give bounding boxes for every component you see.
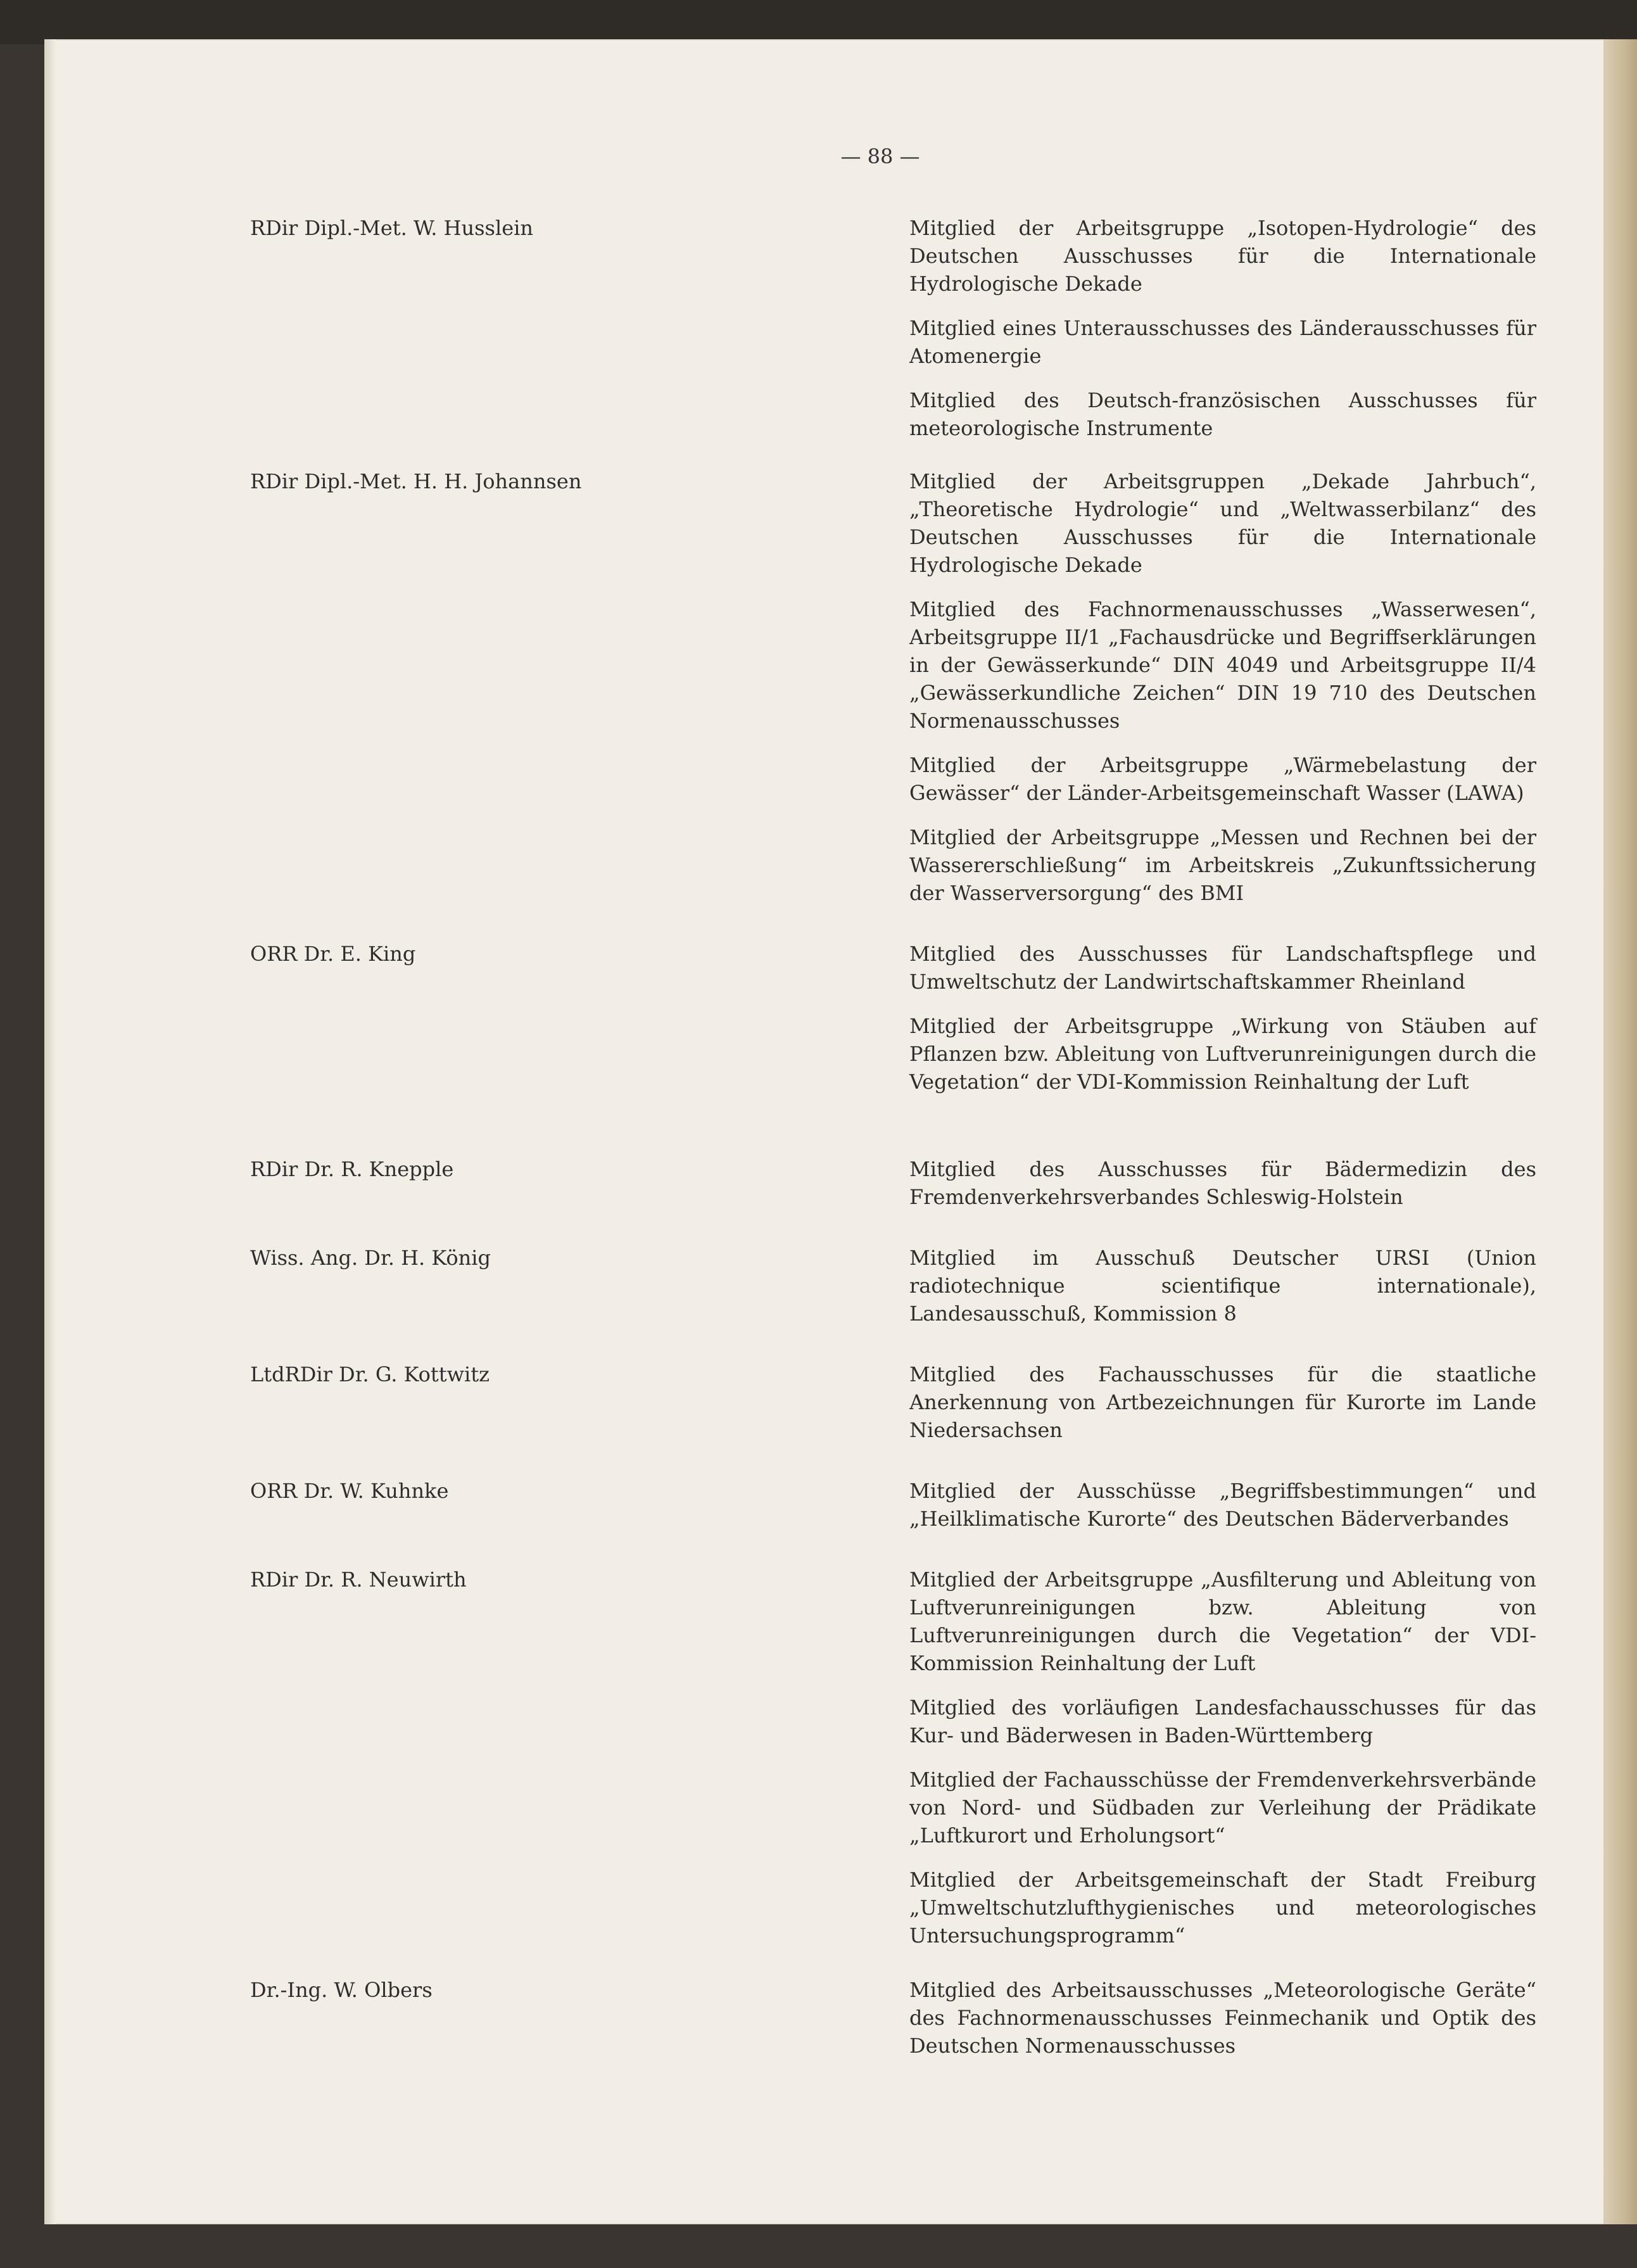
member-name: LtdRDir Dr. G. Kottwitz xyxy=(250,1362,490,1386)
role-text: Mitglied der Arbeitsgruppe „Wirkung von Stäuben auf Pflanzen bzw. Ableitung von Luftverunreinigungen durch die Vegetation“ der VDI-Kommission Reinhaltung der Luft xyxy=(909,1014,1536,1094)
member-roles xyxy=(909,1566,1536,1966)
member-name: RDir Dipl.-Met. H. H. Johannsen xyxy=(250,469,582,493)
member-name: RDir Dr. R. Knepple xyxy=(250,1157,454,1181)
role-text: Mitglied des vorläufigen Landesfachausschusses für das Kur- und Bäderwesen in Baden-Württemberg xyxy=(909,1695,1536,1747)
role-text: Mitglied der Arbeitsgemeinschaft der Stadt Freiburg „Umweltschutzlufthygienisches und meteorologisches Untersuchungsprogramm“ xyxy=(909,1868,1536,1948)
role-text: Mitglied des Fachausschusses für die staatliche Anerkennung von Artbezeichnungen für Kurorte im Lande Niedersachsen xyxy=(909,1362,1536,1442)
member-name: RDir Dipl.-Met. W. Husslein xyxy=(250,216,533,240)
page-number: — 88 — xyxy=(840,144,920,168)
member-roles xyxy=(909,1360,1536,1460)
member-name: ORR Dr. W. Kuhnke xyxy=(250,1479,449,1503)
member-name: Wiss. Ang. Dr. H. König xyxy=(250,1246,491,1270)
member-name: Dr.-Ing. W. Olbers xyxy=(250,1978,433,2002)
member-roles xyxy=(909,467,1536,923)
role-text: Mitglied der Arbeitsgruppe „Isotopen-Hydrologie“ des Deutschen Ausschusses für die Internationale Hydrologische Dekade xyxy=(909,216,1536,296)
page-gutter-shadow xyxy=(44,39,56,2224)
member-roles xyxy=(909,1976,1536,2076)
role-text: Mitglied der Arbeitsgruppen „Dekade Jahrbuch“, „Theoretische Hydrologie“ und „Weltwasserbilanz“ des Deutschen Ausschusses für die Internationale Hydrologische Dekade xyxy=(909,469,1536,577)
member-roles xyxy=(909,1477,1536,1549)
member-name: ORR Dr. E. King xyxy=(250,942,416,966)
member-roles xyxy=(909,1244,1536,1344)
scan-background xyxy=(0,0,1637,44)
role-text: Mitglied des Ausschusses für Landschaftspflege und Umweltschutz der Landwirtschaftskammer Rheinland xyxy=(909,942,1536,994)
member-roles xyxy=(909,1155,1536,1227)
role-text: Mitglied der Arbeitsgruppe „Messen und Rechnen bei der Wassererschließung“ im Arbeitskreis „Zukunftssicherung der Wasserversorgung“ des BMI xyxy=(909,825,1536,905)
role-text: Mitglied der Arbeitsgruppe „Ausfilterung und Ableitung von Luftverunreinigungen bzw. Ableitung von Luftverunreinigungen durch die Vegetation“ der VDI-Kommission Reinhaltung der Luft xyxy=(909,1568,1536,1675)
role-text: Mitglied eines Unterausschusses des Länderausschusses für Atomenergie xyxy=(909,316,1536,368)
role-text: Mitglied des Fachnormenausschusses „Wasserwesen“, Arbeitsgruppe II/1 „Fachausdrücke und Begriffserklärungen in der Gewässerkunde“ DIN 4049 und Arbeitsgruppe II/4 „Gewässerkundliche Zeichen“ DIN 19 710 des Deutschen Normenausschusses xyxy=(909,597,1536,733)
role-text: Mitglied der Ausschüsse „Begriffsbestimmungen“ und „Heilklimatische Kurorte“ des Deutschen Bäderverbandes xyxy=(909,1479,1536,1531)
member-name: RDir Dr. R. Neuwirth xyxy=(250,1568,467,1592)
role-text: Mitglied der Fachausschüsse der Fremdenverkehrsverbände von Nord- und Südbaden zur Verleihung der Prädikate „Luftkurort und Erholungsort“ xyxy=(909,1768,1536,1847)
role-text: Mitglied des Deutsch-französischen Ausschusses für meteorologische Instrumente xyxy=(909,388,1536,440)
page-edge xyxy=(1603,39,1637,2224)
role-text: Mitglied im Ausschuß Deutscher URSI (Union radiotechnique scientifique internationale), Landesausschuß, Kommission 8 xyxy=(909,1246,1536,1326)
role-text: Mitglied des Ausschusses für Bädermedizin des Fremdenverkehrsverbandes Schleswig-Holstein xyxy=(909,1157,1536,1209)
role-text: Mitglied des Arbeitsausschusses „Meteorologische Geräte“ des Fachnormenausschusses Feinmechanik und Optik des Deutschen Normenausschusses xyxy=(909,1978,1536,2058)
member-roles xyxy=(909,214,1536,459)
member-roles xyxy=(909,940,1536,1112)
role-text: Mitglied der Arbeitsgruppe „Wärmebelastung der Gewässer“ der Länder-Arbeitsgemeinschaft Wasser (LAWA) xyxy=(909,753,1536,805)
